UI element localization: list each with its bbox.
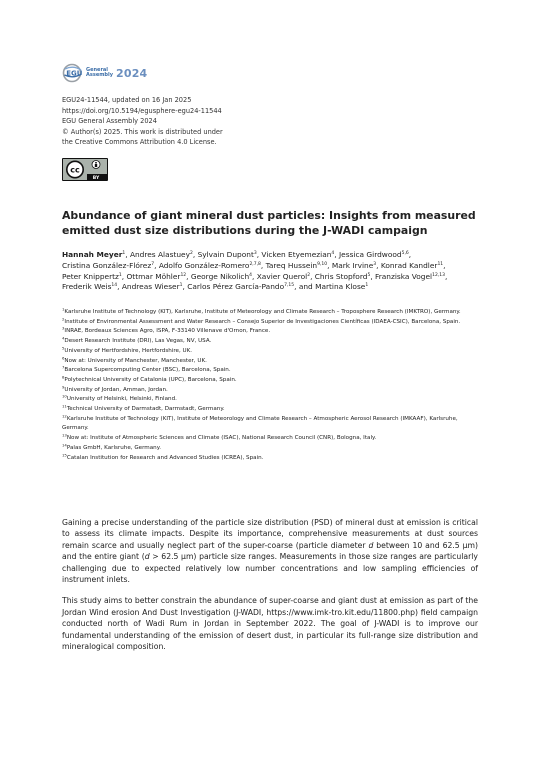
author-name: Andres Alastuey [129, 250, 190, 259]
affiliation-number: 11 [62, 403, 67, 409]
affiliation-text: Technical University of Darmstadt, Darmstadt, Germany. [66, 406, 225, 413]
abstract-paragraph-2: This study aims to better constrain the abundance of super-coarse and giant dust at emission as part of the Jordan Wind erosion And Dust Investigation (J-WADI, https://www.imk-tro.kit.edu/11800.php) field campaign conducted north of Wadi Rum in Jordan in September 2022. The goal of J-WADI is to improve our fundamental understanding of the emission of desert dust, in particular its full-range size distribution and mineralogical composition. [62, 596, 478, 652]
affiliation-item [62, 395, 486, 405]
affiliation-item [62, 354, 486, 367]
author-separator: , [154, 260, 159, 270]
abstract-italic-d: d [144, 552, 150, 562]
author-name: Martina Klose [315, 282, 366, 292]
author-name: Cristina González-Flórez [62, 260, 152, 270]
author-affiliation-ref: 2,7,8 [249, 261, 261, 267]
affiliation-number: 15 [62, 451, 67, 457]
author-affiliation-ref: 9,10 [317, 261, 328, 267]
affiliation-item [62, 376, 486, 386]
author-affiliation-ref: 2 [307, 272, 311, 278]
logo-year: 2024 [115, 66, 148, 80]
affiliation-text: Barcelona Supercomputing Center (BSC), Barcelona, Spain. [64, 367, 231, 374]
author-separator: , [370, 271, 376, 281]
author-affiliation-ref: 7 [151, 261, 155, 267]
author-affiliation-ref: 5 [367, 272, 371, 278]
author-name: Franziska Vogel [375, 271, 433, 281]
affiliation-number: 9 [62, 384, 65, 390]
affiliation-text: Karlsruhe Institute of Technology (KIT), Karlsruhe, Institute of Meteorology and Climate Research – Troposphere Research (IMKTRO), Germany. [64, 309, 461, 315]
author-affiliation-ref: 12,13 [432, 272, 445, 278]
author-affiliation-ref: 11 [437, 261, 444, 267]
affiliation-number: 6 [62, 354, 65, 360]
author-separator: , [121, 271, 127, 281]
author-affiliation-ref: 14 [111, 283, 118, 289]
author-name: Hannah Meyer [62, 250, 123, 259]
affiliation-item [62, 347, 486, 357]
author-separator: , [252, 271, 257, 281]
abstract-text: > 62.5 µm) particle size ranges. Measurements in those size ranges are particularly challenging due to expected relatively low number concentrations and low sampling efficiencies of instrument inlets. [62, 552, 478, 585]
author-affiliation-ref: 7,15 [284, 283, 295, 289]
affiliation-text: Catalan Institution for Research and Advanced Studies (ICREA), Spain. [66, 454, 264, 461]
affiliation-text: Now at: Institute of Atmospheric Sciences and Climate (ISAC), National Research Council (CNR), Bologna, Italy. [66, 435, 377, 442]
affiliation-item [62, 327, 486, 337]
author-name: Carlos Pérez García-Pando [187, 282, 285, 292]
abstract-body [62, 517, 478, 662]
author-name: Vicken Etyemezian [261, 250, 332, 259]
author-affiliation-ref: 3 [373, 261, 377, 267]
affiliation-item [62, 444, 486, 454]
cc-by-license-icon[interactable] [62, 158, 108, 181]
author-affiliation-ref: 1 [118, 272, 122, 278]
author-separator: , [117, 282, 122, 292]
affiliation-list [62, 308, 486, 463]
affiliation-item [62, 366, 486, 376]
author-separator: , [327, 260, 332, 270]
affiliation-number: 13 [62, 432, 67, 438]
author-name: Chris Stopford [314, 271, 368, 281]
affiliation-number: 2 [62, 316, 65, 322]
abstract-text: between 10 and 62.5 µm) and the entire giant ( [62, 540, 478, 562]
affiliation-item [62, 434, 486, 444]
affiliation-text: Palas GmbH, Karlsruhe, Germany. [66, 444, 162, 451]
affiliation-text: Now at: University of Manchester, Manchester, UK. [64, 357, 207, 364]
doi-link[interactable]: https://doi.org/10.5194/egusphere-egu24-11544 [62, 106, 222, 115]
affiliation-number: 10 [62, 393, 67, 399]
affiliation-text: Institute of Environmental Assessment and Water Research – Consejo Superior de Investigaciones Científicas (IDAEA-CSIC), Barcelona, Spain. [64, 318, 461, 325]
logo-wordmark [86, 68, 113, 79]
author-name: Xavier Querol [256, 271, 308, 281]
author-affiliation-ref: 3 [253, 250, 257, 256]
author-name: Andreas Wieser [121, 282, 180, 292]
copyright-line: © Author(s) 2025. This work is distributed under [62, 127, 223, 136]
author-name: George Nikolich [190, 271, 250, 281]
author-affiliation-ref: 1 [179, 283, 183, 289]
author-separator: , [186, 271, 191, 281]
svg-text:EGU: EGU [66, 69, 83, 78]
author-separator: , [125, 250, 130, 259]
author-name: Adolfo González-Romero [158, 260, 250, 270]
abstract-italic-d: d [368, 540, 374, 550]
abstract-paragraph-1 [62, 517, 478, 585]
egu-globe-icon [62, 63, 84, 83]
logo-line-assembly: Assembly [86, 72, 113, 78]
affiliation-number: 3 [62, 325, 65, 331]
affiliation-text: University of Helsinki, Helsinki, Finland. [66, 396, 177, 403]
author-name: Ottmar Möhler [126, 271, 181, 281]
affiliation-text: Polytechnical University of Catalonia (UPC), Barcelona, Spain. [64, 376, 237, 383]
affiliation-text: INRAE, Bordeaux Sciences Agro, ISPA, F-33140 Villenave d'Ornon, France. [64, 328, 271, 335]
author-affiliation-ref: 12 [180, 272, 187, 278]
author-affiliation-ref: 4 [331, 250, 335, 256]
affiliation-item [62, 318, 486, 328]
author-separator: , [376, 260, 381, 270]
author-separator: , [443, 260, 446, 270]
author-separator: , [256, 250, 262, 259]
license-line: the Creative Commons Attribution 4.0 License. [62, 138, 217, 147]
author-affiliation-ref: 4 [249, 272, 253, 278]
affiliation-number: 4 [62, 335, 65, 341]
affiliation-number: 5 [62, 345, 65, 351]
by-text: BY [92, 176, 100, 180]
affiliation-number: 7 [62, 364, 65, 370]
author-affiliation-ref: 1 [122, 250, 126, 256]
page-title: Abundance of giant mineral dust particles: Insights from measured emitted dust size distributions during the J-WADI campaign [62, 209, 476, 237]
affiliation-item [62, 308, 486, 318]
author-affiliation-ref: 5,6 [401, 250, 409, 256]
author-affiliation-ref: 2 [189, 250, 193, 256]
citation-meta [62, 95, 223, 148]
author-separator: , [334, 250, 339, 259]
affiliation-number: 8 [62, 374, 65, 380]
abstract-text: Gaining a precise understanding of the particle size distribution (PSD) of mineral dust at emission is critical to assess its climate impacts. Despite its importance, comprehensive measurements at dust sources remain scarce and usually neglect part of the super-coarse (particle diameter [62, 518, 478, 550]
abstract-id: EGU24-11544, updated on 16 Jan 2025 [62, 96, 192, 104]
author-name: Konrad Kandler [380, 260, 438, 270]
author-list [62, 250, 486, 293]
author-separator: , [408, 250, 412, 259]
affiliation-number: 14 [62, 442, 67, 448]
author-name: Peter Knippertz [62, 271, 119, 281]
author-name: Sylvain Dupont [197, 250, 254, 259]
affiliation-item [62, 386, 486, 396]
author-separator: , [444, 271, 448, 281]
logo-line-general: General [86, 66, 108, 73]
author-name: Mark Irvine [331, 260, 374, 270]
assembly-name: EGU General Assembly 2024 [62, 117, 157, 126]
affiliation-text: University of Jordan, Amman, Jordan. [64, 386, 168, 393]
affiliation-item [62, 337, 486, 347]
affiliation-text: Desert Research Institute (DRI), Las Vegas, NV, USA. [64, 338, 212, 345]
author-separator: , and [294, 282, 316, 292]
author-name: Jessica Girdwood [339, 250, 402, 259]
author-separator: , [182, 282, 188, 292]
affiliation-text: University of Hertfordshire, Hertfordshire, UK. [64, 347, 193, 354]
author-name: Tareq Hussein [265, 260, 318, 270]
cc-text: cc [70, 165, 80, 175]
affiliation-item [62, 405, 486, 415]
author-separator: , [192, 250, 198, 259]
author-separator: , [260, 260, 266, 270]
affiliation-number: 12 [62, 413, 67, 419]
egu-logo[interactable] [62, 63, 147, 83]
author-separator: , [310, 271, 315, 281]
affiliation-item [62, 451, 486, 464]
affiliation-item [62, 415, 486, 434]
affiliation-number: 1 [62, 306, 65, 312]
author-affiliation-ref: 1 [365, 283, 369, 289]
affiliation-text: Karlsruhe Institute of Technology (KIT), Institute of Meteorology and Climate Research – Atmospheric Aerosol Research (IMKAAF), Karlsruhe, Germany. [62, 415, 458, 432]
author-name: Frederik Weis [62, 282, 112, 292]
